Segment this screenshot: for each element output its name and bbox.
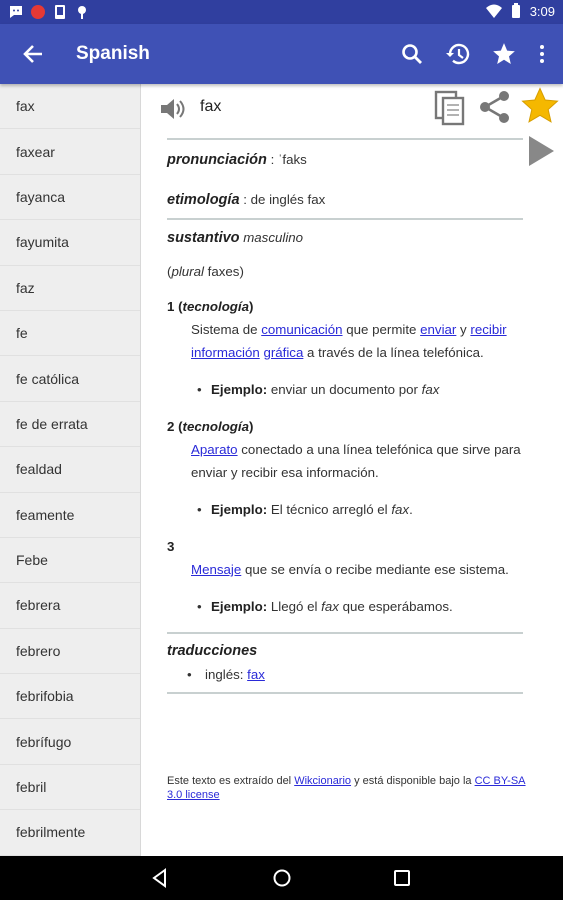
back-arrow-icon [18, 40, 48, 68]
battery-icon [508, 3, 524, 19]
favorite-button[interactable] [489, 38, 519, 70]
pos-label: sustantivo [167, 230, 240, 246]
sense-paren: ) [249, 419, 254, 434]
example-label: Ejemplo: [211, 599, 268, 614]
example-emphasis: fax [421, 382, 440, 397]
link-comunicacion[interactable]: comunicación [261, 322, 343, 337]
copy-icon [434, 90, 466, 126]
overflow-menu-button[interactable] [535, 38, 549, 70]
sense-heading [167, 295, 523, 318]
example [167, 498, 523, 521]
clock: 3:09 [529, 3, 555, 19]
system-nav-bar [0, 856, 563, 900]
example-text: que esperábamos. [338, 599, 453, 614]
headword: fax [200, 98, 222, 115]
etymology-section [167, 178, 523, 218]
sense-paren: ) [249, 299, 254, 314]
list-item[interactable]: febrifobia [0, 674, 140, 719]
etymology-label: etimología [167, 192, 240, 208]
speaker-icon [158, 94, 188, 124]
link-recibir[interactable]: recibir [470, 322, 507, 337]
link-mensaje[interactable]: Mensaje [191, 562, 242, 577]
translation-item [167, 663, 523, 686]
example [167, 595, 523, 618]
list-item[interactable]: fayumita [0, 220, 140, 265]
nav-back-button[interactable] [150, 868, 170, 888]
pronunciation-value: : ˈfaks [266, 152, 307, 167]
list-item[interactable]: febrilmente [0, 810, 140, 855]
list-item[interactable]: fealdad [0, 447, 140, 492]
example-text: El técnico arregló el [267, 502, 392, 517]
list-item[interactable]: fe [0, 311, 140, 356]
sense-number: 1 ( [167, 299, 183, 314]
sense-number: 3 [167, 539, 175, 554]
example [167, 378, 523, 401]
list-item[interactable]: Febe [0, 538, 140, 583]
link-license[interactable]: CC BY-SA 3.0 license [167, 775, 526, 801]
list-item[interactable]: faz [0, 266, 140, 311]
list-item[interactable]: fax [0, 84, 140, 129]
example-text: . [409, 502, 413, 517]
sense-definition [167, 318, 523, 364]
pin-notification-icon [74, 4, 90, 20]
app-title: Spanish [76, 43, 150, 64]
nav-home-button[interactable] [272, 868, 292, 888]
etymology-value: : de inglés fax [239, 192, 326, 207]
footer-text: y está disponible bajo la [351, 775, 475, 787]
footer-text: Este texto es extraído del [167, 775, 295, 787]
nav-recents-icon [392, 868, 412, 888]
entry-panel [142, 84, 563, 856]
history-icon [444, 41, 472, 67]
share-icon [478, 90, 512, 124]
def-text: que permite [342, 322, 421, 337]
word-list [0, 84, 141, 856]
record-notification-icon [30, 4, 46, 20]
example-label: Ejemplo: [211, 502, 268, 517]
sense-3 [167, 535, 523, 618]
def-text: conectado a una línea telefónica que sirve para enviar y recibir esa información. [191, 442, 521, 480]
phone-notification-icon [52, 4, 68, 20]
link-grafica[interactable]: gráfica [263, 345, 304, 360]
example-text: Llegó el [267, 599, 322, 614]
def-text: que se envía o recibe mediante ese sistema. [241, 562, 509, 577]
favorite-star-icon [520, 86, 560, 126]
list-item[interactable]: febrera [0, 583, 140, 628]
def-text: y [456, 322, 471, 337]
plural-line [167, 256, 523, 291]
list-item[interactable]: fayanca [0, 175, 140, 220]
search-icon [400, 42, 424, 66]
chat-notification-icon [8, 4, 24, 20]
example-text: enviar un documento por [267, 382, 422, 397]
link-translation-fax[interactable]: fax [247, 667, 265, 682]
star-icon [491, 41, 517, 67]
list-item[interactable]: febril [0, 765, 140, 810]
example-emphasis: fax [321, 599, 339, 614]
def-text: a través de la línea telefónica. [303, 345, 484, 360]
list-item[interactable]: fe católica [0, 356, 140, 401]
list-item[interactable]: feamente [0, 493, 140, 538]
app-bar [0, 24, 563, 84]
example-label: Ejemplo: [211, 382, 268, 397]
link-enviar[interactable]: enviar [420, 322, 457, 337]
list-item[interactable]: febrífugo [0, 719, 140, 764]
list-item[interactable]: fe de errata [0, 402, 140, 447]
sense-number: 2 ( [167, 419, 183, 434]
back-button[interactable] [18, 40, 48, 68]
wifi-icon [486, 3, 502, 19]
play-button[interactable] [526, 134, 556, 173]
translation-language: inglés: [205, 667, 248, 682]
search-button[interactable] [397, 38, 427, 70]
def-text: Sistema de [191, 322, 262, 337]
play-icon [526, 134, 556, 168]
license-footer [167, 774, 527, 802]
link-aparato[interactable]: Aparato [191, 442, 238, 457]
copy-button[interactable] [434, 90, 466, 131]
pos-section [167, 220, 523, 256]
pronunciation-section [167, 140, 523, 178]
pronunciation-label: pronunciación [167, 152, 267, 168]
translations-label: traducciones [167, 643, 258, 659]
plural-word: plural [171, 264, 204, 279]
pronounce-button[interactable] [158, 94, 188, 129]
sense-heading [167, 415, 523, 438]
sense-1 [167, 295, 523, 401]
sense-2 [167, 415, 523, 521]
nav-back-icon [150, 868, 170, 888]
nav-home-icon [272, 868, 292, 888]
more-vert-icon [539, 44, 545, 64]
plural-paren: ( [167, 264, 172, 279]
nav-recents-button[interactable] [392, 868, 412, 888]
plural-rest: faxes) [203, 264, 244, 279]
sense-tag: tecnología [182, 419, 250, 434]
share-button[interactable] [478, 90, 512, 129]
status-bar [0, 0, 563, 24]
favorite-toggle[interactable] [520, 86, 560, 131]
entry-article [167, 138, 523, 694]
list-item[interactable]: febrero [0, 629, 140, 674]
example-emphasis: fax [391, 502, 410, 517]
sense-definition [167, 558, 523, 581]
link-wikcionario[interactable]: Wikcionario [294, 775, 352, 787]
divider [167, 692, 523, 694]
link-informacion[interactable]: información [191, 345, 260, 360]
history-button[interactable] [443, 38, 473, 70]
sense-definition [167, 438, 523, 484]
pos-gender: masculino [239, 230, 304, 245]
translations-section [167, 634, 523, 686]
sense-tag: tecnología [182, 299, 250, 314]
list-item[interactable]: faxear [0, 129, 140, 174]
